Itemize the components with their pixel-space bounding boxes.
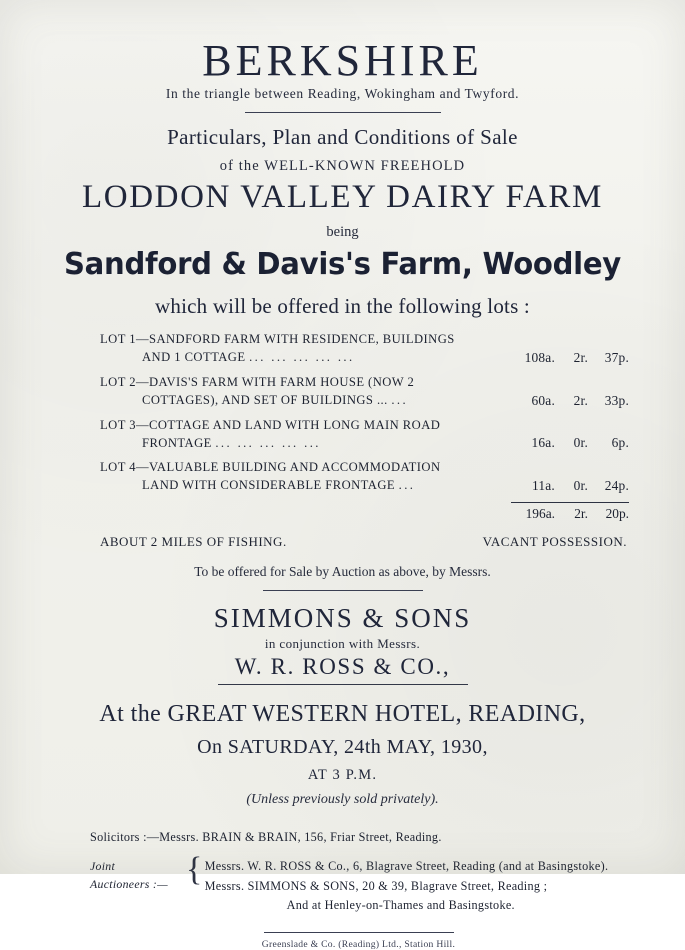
lot-area bbox=[511, 393, 629, 410]
lot-description bbox=[100, 374, 511, 410]
lot-roods: 0r. bbox=[573, 478, 588, 494]
divider-rule-2 bbox=[263, 590, 423, 591]
auction-intro: To be offered for Sale by Auction as above, by Messrs. bbox=[194, 564, 491, 580]
footer-block bbox=[52, 830, 633, 950]
lot-line-2: FRONTAGE ... ... ... ... ... bbox=[142, 435, 321, 450]
time-line: AT 3 P.M. bbox=[307, 767, 378, 784]
lot-area bbox=[511, 435, 629, 452]
lot-acres: 60a. bbox=[531, 392, 555, 408]
leader-dots: ... bbox=[391, 392, 409, 407]
property-title: LODDON VALLEY DAIRY FARM bbox=[82, 179, 603, 216]
joint-auctioneers-lines bbox=[203, 857, 627, 916]
farm-banner: Sandford & Davis's Farm, Woodley bbox=[64, 247, 621, 283]
joint-line-1: Messrs. W. R. ROSS & Co., 6, Blagrave Street, Reading (and at Basingstoke). bbox=[204, 859, 609, 874]
offered-in-lots-line: which will be offered in the following lots : bbox=[155, 294, 530, 319]
lot-perches: 37p. bbox=[604, 349, 629, 365]
date-line: On SATURDAY, 24th MAY, 1930, bbox=[197, 736, 488, 759]
auctioneer-secondary: W. R. ROSS & CO., bbox=[234, 654, 451, 680]
total-perches: 20p. bbox=[605, 506, 629, 522]
lot-acres: 16a. bbox=[531, 435, 555, 451]
lot-line-2: AND 1 COTTAGE ... ... ... ... ... bbox=[142, 350, 355, 365]
leader-dots: ... bbox=[398, 478, 416, 493]
possession-note: VACANT POSSESSION. bbox=[482, 534, 627, 550]
venue-line: At the GREAT WESTERN HOTEL, READING, bbox=[99, 701, 586, 728]
poster-header bbox=[52, 38, 633, 319]
lot-perches: 24p. bbox=[604, 478, 629, 494]
list-item bbox=[100, 331, 629, 367]
joint-auctioneers-label: Joint Auctioneers :— bbox=[90, 859, 168, 892]
divider-rule-4 bbox=[264, 932, 454, 933]
total-roods: 2r. bbox=[574, 506, 588, 522]
lot-line-1: LOT 2—DAVIS'S FARM WITH FARM HOUSE (NOW 2 bbox=[100, 374, 415, 389]
private-sale-note: (Unless previously sold privately). bbox=[246, 792, 439, 808]
lot-line-1: LOT 4—VALUABLE BUILDING AND ACCOMMODATION bbox=[100, 460, 441, 475]
lot-description bbox=[100, 417, 511, 453]
lot-roods: 0r. bbox=[573, 435, 588, 451]
lots-list bbox=[52, 331, 633, 495]
leader-dots: ... ... ... ... ... bbox=[215, 435, 321, 450]
lot-roods: 2r. bbox=[573, 392, 588, 408]
list-item bbox=[100, 459, 629, 495]
brace-glyph: { bbox=[186, 851, 203, 889]
lot-description bbox=[100, 459, 511, 495]
printer-imprint: Greenslade & Co. (Reading) Ltd., Station Hill. bbox=[261, 938, 456, 950]
lot-perches: 6p. bbox=[611, 435, 629, 451]
freehold-subheading: of the WELL-KNOWN FREEHOLD bbox=[219, 158, 466, 175]
particulars-heading: Particulars, Plan and Conditions of Sale bbox=[167, 125, 518, 150]
total-area bbox=[511, 502, 629, 522]
lot-line-1: LOT 1—SANDFORD FARM WITH RESIDENCE, BUILDINGS bbox=[100, 332, 455, 347]
total-area-row bbox=[52, 502, 633, 522]
being-label: being bbox=[326, 224, 359, 241]
joint-line-2: Messrs. SIMMONS & SONS, 20 & 39, Blagrave Street, Reading ; bbox=[204, 878, 548, 893]
joint-auctioneers-block bbox=[90, 851, 627, 916]
lot-roods: 2r. bbox=[573, 349, 588, 365]
auction-block bbox=[52, 564, 633, 808]
county-title: BERKSHIRE bbox=[202, 36, 483, 85]
auctioneer-primary: SIMMONS & SONS bbox=[213, 603, 472, 634]
lot-acres: 108a. bbox=[524, 349, 555, 365]
lot-line-2: COTTAGES), AND SET OF BUILDINGS ... ... bbox=[142, 392, 409, 407]
solicitors-line: Solicitors :—Messrs. BRAIN & BRAIN, 156, Friar Street, Reading. bbox=[90, 830, 442, 845]
lot-acres: 11a. bbox=[532, 478, 555, 494]
list-item bbox=[100, 417, 629, 453]
lot-area bbox=[511, 478, 629, 495]
location-note: In the triangle between Reading, Wokingham and Twyford. bbox=[165, 86, 520, 102]
lot-line-2: LAND WITH CONSIDERABLE FRONTAGE ... bbox=[142, 478, 416, 493]
lot-description bbox=[100, 331, 511, 367]
notes-row bbox=[52, 522, 633, 550]
lot-area bbox=[511, 350, 629, 367]
divider-rule-3 bbox=[218, 684, 468, 685]
joint-line-3: And at Henley-on-Thames and Basingstoke. bbox=[286, 898, 515, 913]
total-acres: 196a. bbox=[525, 506, 555, 522]
lot-line-1: LOT 3—COTTAGE AND LAND WITH LONG MAIN ROAD bbox=[100, 417, 441, 432]
leader-dots: ... ... ... ... ... bbox=[249, 350, 355, 365]
lot-perches: 33p. bbox=[604, 392, 629, 408]
conjunction-label: in conjunction with Messrs. bbox=[264, 636, 421, 652]
fishing-note: ABOUT 2 MILES OF FISHING. bbox=[100, 534, 287, 550]
list-item bbox=[100, 374, 629, 410]
divider-rule-1 bbox=[245, 112, 441, 113]
